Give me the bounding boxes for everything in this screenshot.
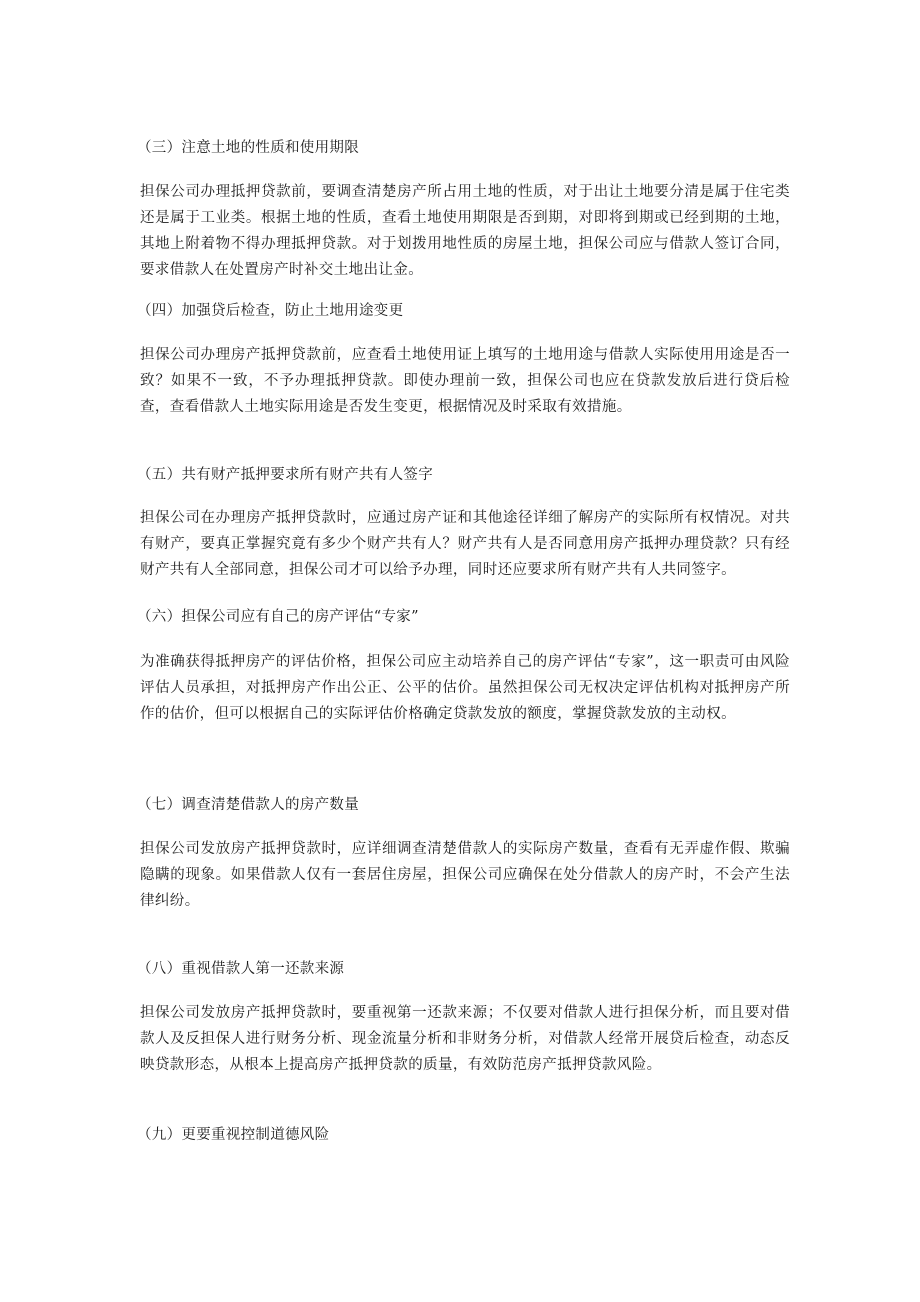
section-6-heading: （六）担保公司应有自己的房产评估“专家” [137,609,419,625]
section-4-heading: （四）加强贷后检查，防止土地用途变更 [137,303,404,319]
section-5-heading: （五）共有财产抵押要求所有财产共有人签字 [137,467,433,483]
section-7-body: 担保公司发放房产抵押贷款时，应详细调查清楚借款人的实际房产数量，查看有无弄虚作假、欺骗隐瞒的现象。如果借款人仅有一套居住房屋，担保公司应确保在处分借款人的房产时，不会产生法律纠纷。 [140,841,790,909]
section-7-heading: （七）调查清楚借款人的房产数量 [137,797,359,813]
section-5-body: 担保公司在办理房产抵押贷款时，应通过房产证和其他途径详细了解房产的实际所有权情况。对共有财产，要真正掌握究竟有多少个财产共有人？财产共有人是否同意用房产抵押办理贷款？只有经财产共有人全部同意，担保公司才可以给予办理，同时还应要求所有财产共有人共同签字。 [140,510,790,578]
section-3-heading: （三）注意土地的性质和使用期限 [137,140,359,156]
section-3-body: 担保公司办理抵押贷款前，要调查清楚房产所占用土地的性质，对于出让土地要分清是属于住宅类还是属于工业类。根据土地的性质，查看土地使用期限是否到期，对即将到期或已经到期的土地，其地上附着物不得办理抵押贷款。对于划拨用地性质的房屋土地，担保公司应与借款人签订合同，要求借款人在处置房产时补交土地出让金。 [140,184,790,278]
section-9-heading: （九）更要重视控制道德风险 [137,1127,330,1143]
section-4-body: 担保公司办理房产抵押贷款前，应查看土地使用证上填写的土地用途与借款人实际使用用途是否一致？如果不一致，不予办理抵押贷款。即使办理前一致，担保公司也应在贷款发放后进行贷后检查，查看借款人土地实际用途是否发生变更，根据情况及时采取有效措施。 [140,347,790,415]
section-8-heading: （八）重视借款人第一还款来源 [137,961,345,977]
section-6-body: 为准确获得抵押房产的评估价格，担保公司应主动培养自己的房产评估“专家”，这一职责可由风险评估人员承担，对抵押房产作出公正、公平的估价。虽然担保公司无权决定评估机构对抵押房产所作的估价，但可以根据自己的实际评估价格确定贷款发放的额度，掌握贷款发放的主动权。 [140,654,790,722]
section-8-body: 担保公司发放房产抵押贷款时，要重视第一还款来源；不仅要对借款人进行担保分析，而且要对借款人及反担保人进行财务分析、现金流量分析和非财务分析，对借款人经常开展贷后检查，动态反映贷款形态，从根本上提高房产抵押贷款的质量，有效防范房产抵押贷款风险。 [140,1005,790,1073]
